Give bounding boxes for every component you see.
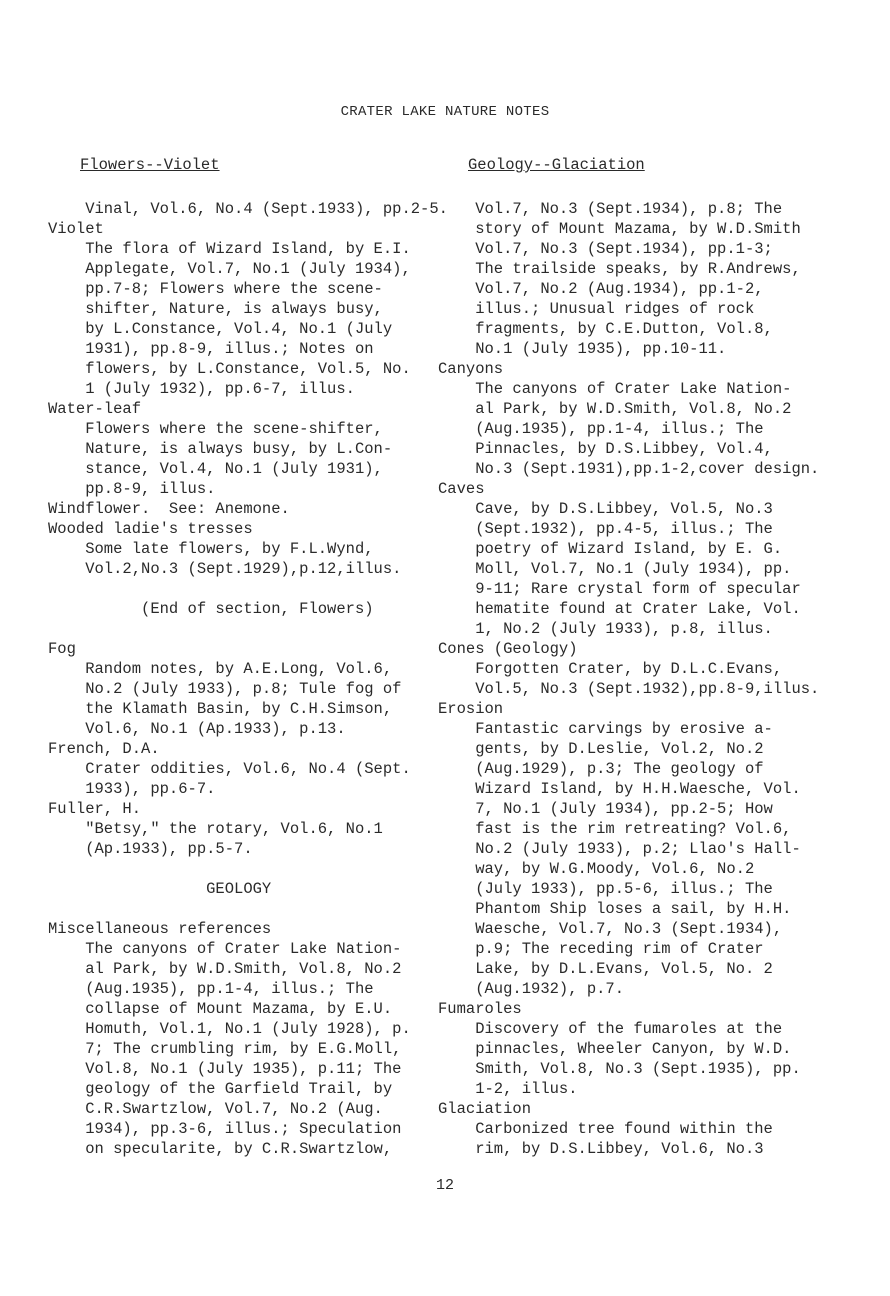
- text-line: Miscellaneous references: [48, 920, 272, 938]
- text-line: flowers, by L.Constance, Vol.5, No.: [48, 360, 411, 378]
- text-line: al Park, by W.D.Smith, Vol.8, No.2: [48, 960, 402, 978]
- text-line: Vol.7, No.3 (Sept.1934), pp.1-3;: [438, 240, 773, 258]
- text-line: pp.8-9, illus.: [48, 480, 216, 498]
- text-line: Pinnacles, by D.S.Libbey, Vol.4,: [438, 440, 773, 458]
- text-line: Fumaroles: [438, 1000, 522, 1018]
- left-column: [48, 155, 448, 1159]
- text-line: Cave, by D.S.Libbey, Vol.5, No.3: [438, 500, 773, 518]
- text-line: Homuth, Vol.1, No.1 (July 1928), p.: [48, 1020, 411, 1038]
- text-line: Cones (Geology): [438, 640, 578, 658]
- text-line: The canyons of Crater Lake Nation-: [48, 940, 402, 958]
- text-line: stance, Vol.4, No.1 (July 1931),: [48, 460, 383, 478]
- text-line: (Aug.1935), pp.1-4, illus.; The: [438, 420, 764, 438]
- blank-line: [48, 859, 428, 879]
- text-line: pp.7-8; Flowers where the scene-: [48, 280, 383, 298]
- text-line: Vol.5, No.3 (Sept.1932),pp.8-9,illus.: [438, 680, 820, 698]
- text-line: Forgotten Crater, by D.L.C.Evans,: [438, 660, 783, 678]
- text-line: gents, by D.Leslie, Vol.2, No.2: [438, 740, 764, 758]
- text-line: Canyons: [438, 360, 504, 378]
- text-line: Water-leaf: [48, 400, 142, 418]
- text-line: GEOLOGY: [48, 880, 272, 898]
- text-line: on specularite, by C.R.Swartzlow,: [48, 1140, 393, 1158]
- text-line: Vinal, Vol.6, No.4 (Sept.1933), pp.2-5.: [48, 200, 448, 218]
- text-line: No.2 (July 1933), p.8; Tule fog of: [48, 680, 402, 698]
- text-line: geology of the Garfield Trail, by: [48, 1080, 393, 1098]
- text-line: (Aug.1935), pp.1-4, illus.; The: [48, 980, 374, 998]
- blank-line: [48, 899, 428, 919]
- blank-line: [48, 619, 428, 639]
- text-line: Fuller, H.: [48, 800, 142, 818]
- text-line: 7, No.1 (July 1934), pp.2-5; How: [438, 800, 773, 818]
- text-line: Wooded ladie's tresses: [48, 520, 253, 538]
- text-line: Vol.7, No.3 (Sept.1934), p.8; The: [438, 200, 783, 218]
- text-line: pinnacles, Wheeler Canyon, by W.D.: [438, 1040, 792, 1058]
- text-line: fragments, by C.E.Dutton, Vol.8,: [438, 320, 773, 338]
- left-column-heading: Flowers--Violet: [80, 156, 220, 174]
- text-line: 1933), pp.6-7.: [48, 780, 216, 798]
- text-line: Windflower. See: Anemone.: [48, 500, 290, 518]
- text-line: Phantom Ship loses a sail, by H.H.: [438, 900, 792, 918]
- text-line: Glaciation: [438, 1100, 532, 1118]
- text-line: 9-11; Rare crystal form of specular: [438, 580, 801, 598]
- page-number: 12: [435, 1177, 454, 1194]
- text-line: Discovery of the fumaroles at the: [438, 1020, 783, 1038]
- text-line: 7; The crumbling rim, by E.G.Moll,: [48, 1040, 402, 1058]
- text-line: French, D.A.: [48, 740, 160, 758]
- text-line: Nature, is always busy, by L.Con-: [48, 440, 393, 458]
- text-line: p.9; The receding rim of Crater: [438, 940, 764, 958]
- left-column-entries: [48, 199, 448, 1159]
- right-column-entries: [438, 199, 828, 1159]
- text-line: The flora of Wizard Island, by E.I.: [48, 240, 411, 258]
- text-line: the Klamath Basin, by C.H.Simson,: [48, 700, 393, 718]
- text-line: C.R.Swartzlow, Vol.7, No.2 (Aug.: [48, 1100, 383, 1118]
- text-line: (Sept.1932), pp.4-5, illus.; The: [438, 520, 773, 538]
- text-line: poetry of Wizard Island, by E. G.: [438, 540, 783, 558]
- text-line: Fog: [48, 640, 76, 658]
- text-line: (End of section, Flowers): [48, 600, 374, 618]
- text-line: No.3 (Sept.1931),pp.1-2,cover design.: [438, 460, 820, 478]
- text-line: 1934), pp.3-6, illus.; Speculation: [48, 1120, 402, 1138]
- text-line: Caves: [438, 480, 485, 498]
- text-line: fast is the rim retreating? Vol.6,: [438, 820, 792, 838]
- text-line: Violet: [48, 220, 104, 238]
- text-line: Some late flowers, by F.L.Wynd,: [48, 540, 374, 558]
- text-line: No.1 (July 1935), pp.10-11.: [438, 340, 727, 358]
- blank-line: [48, 579, 428, 599]
- text-line: No.2 (July 1933), p.2; Llao's Hall-: [438, 840, 801, 858]
- text-line: 1931), pp.8-9, illus.; Notes on: [48, 340, 374, 358]
- text-line: hematite found at Crater Lake, Vol.: [438, 600, 801, 618]
- text-line: by L.Constance, Vol.4, No.1 (July: [48, 320, 393, 338]
- text-line: (Aug.1932), p.7.: [438, 980, 625, 998]
- text-line: Vol.2,No.3 (Sept.1929),p.12,illus.: [48, 560, 402, 578]
- right-column: [438, 155, 828, 1159]
- text-line: way, by W.G.Moody, Vol.6, No.2: [438, 860, 755, 878]
- text-line: (Ap.1933), pp.5-7.: [48, 840, 253, 858]
- text-line: Crater oddities, Vol.6, No.4 (Sept.: [48, 760, 411, 778]
- text-line: Moll, Vol.7, No.1 (July 1934), pp.: [438, 560, 792, 578]
- text-line: Erosion: [438, 700, 504, 718]
- text-line: Wizard Island, by H.H.Waesche, Vol.: [438, 780, 801, 798]
- text-line: Random notes, by A.E.Long, Vol.6,: [48, 660, 393, 678]
- text-line: The canyons of Crater Lake Nation-: [438, 380, 792, 398]
- text-line: Smith, Vol.8, No.3 (Sept.1935), pp.: [438, 1060, 801, 1078]
- text-line: 1, No.2 (July 1933), p.8, illus.: [438, 620, 773, 638]
- text-line: collapse of Mount Mazama, by E.U.: [48, 1000, 393, 1018]
- text-line: Applegate, Vol.7, No.1 (July 1934),: [48, 260, 411, 278]
- text-line: Vol.8, No.1 (July 1935), p.11; The: [48, 1060, 402, 1078]
- text-line: Carbonized tree found within the: [438, 1120, 773, 1138]
- text-line: Waesche, Vol.7, No.3 (Sept.1934),: [438, 920, 783, 938]
- text-line: story of Mount Mazama, by W.D.Smith: [438, 220, 801, 238]
- text-line: shifter, Nature, is always busy,: [48, 300, 383, 318]
- text-line: Fantastic carvings by erosive a-: [438, 720, 773, 738]
- text-line: illus.; Unusual ridges of rock: [438, 300, 755, 318]
- text-line: Vol.7, No.2 (Aug.1934), pp.1-2,: [438, 280, 764, 298]
- text-line: Lake, by D.L.Evans, Vol.5, No. 2: [438, 960, 773, 978]
- text-line: "Betsy," the rotary, Vol.6, No.1: [48, 820, 383, 838]
- text-line: 1-2, illus.: [438, 1080, 578, 1098]
- text-line: The trailside speaks, by R.Andrews,: [438, 260, 801, 278]
- running-title: CRATER LAKE NATURE NOTES: [340, 104, 550, 120]
- text-line: Vol.6, No.1 (Ap.1933), p.13.: [48, 720, 346, 738]
- text-line: al Park, by W.D.Smith, Vol.8, No.2: [438, 400, 792, 418]
- text-line: rim, by D.S.Libbey, Vol.6, No.3: [438, 1140, 764, 1158]
- text-line: (Aug.1929), p.3; The geology of: [438, 760, 764, 778]
- right-column-heading: Geology--Glaciation: [468, 156, 645, 174]
- text-line: Flowers where the scene-shifter,: [48, 420, 383, 438]
- text-line: 1 (July 1932), pp.6-7, illus.: [48, 380, 355, 398]
- text-line: (July 1933), pp.5-6, illus.; The: [438, 880, 773, 898]
